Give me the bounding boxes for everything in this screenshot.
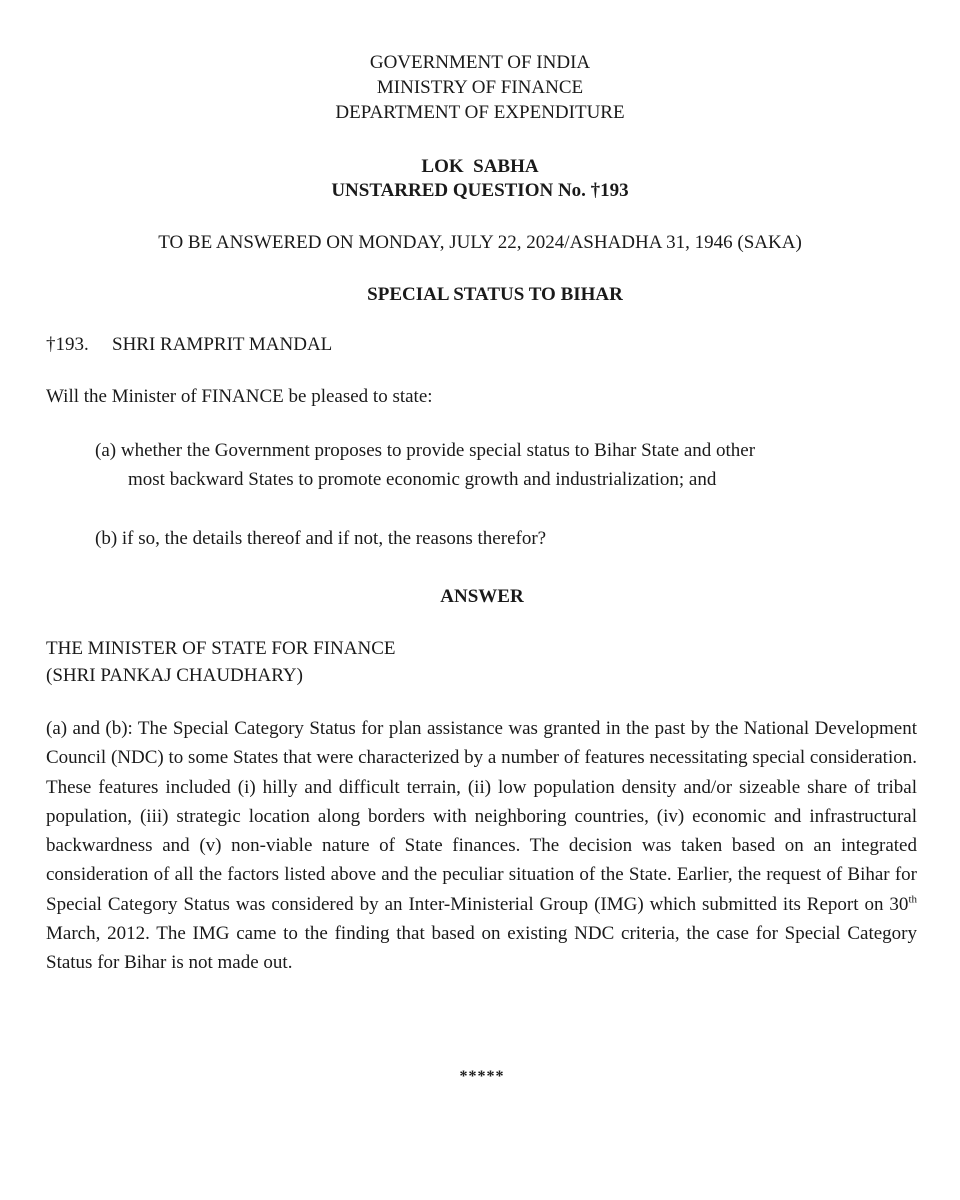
member-name: SHRI RAMPRIT MANDAL — [112, 334, 333, 355]
date-ordinal-suffix: th — [908, 893, 917, 906]
ministry-line: MINISTRY OF FINANCE — [376, 77, 584, 98]
question-number: UNSTARRED QUESTION No. †193 — [331, 180, 629, 201]
house-question-block — [0, 155, 960, 203]
question-serial: †193. — [46, 334, 89, 355]
part-a-text-line1: whether the Government proposes to provide special status to Bihar State and other — [120, 440, 756, 461]
answer-heading: ANSWER — [440, 586, 524, 607]
minister-title: THE MINISTER OF STATE FOR FINANCE — [46, 638, 396, 659]
answer-text-part1: (a) and (b): The Special Category Status for plan assistance was granted in the past by the National Development Council (NDC) to some States that were characterized by a number of features necessitating special consideration. These features included (i) hilly and difficult terrain, (ii) low population density and/or sizeable share of tribal population, (iii) strategic location along borders with neighboring countries, (iv) economic and infrastructural backwardness and (v) non-viable nature of State finances. The decision was taken based on an integrated consideration of all the factors listed above and the peculiar situation of the State. Earlier, the request of Bihar for Special Category Status was considered by an Inter-Ministerial Group (IMG) which submitted its Report on 30 — [46, 718, 917, 915]
department-line: DEPARTMENT OF EXPENDITURE — [335, 102, 625, 123]
answer-text-part2: March, 2012. The IMG came to the finding that based on existing NDC criteria, the case for Special Category Status for Bihar is not made out. — [46, 923, 917, 974]
minister-name: (SHRI PANKAJ CHAUDHARY) — [46, 665, 303, 686]
question-part-a — [95, 436, 917, 494]
house-name: LOK SABHA — [421, 156, 539, 177]
answer-paragraph — [46, 714, 917, 978]
end-mark: ***** — [459, 1068, 505, 1085]
answer-date: TO BE ANSWERED ON MONDAY, JULY 22, 2024/ASHADHA 31, 1946 (SAKA) — [158, 232, 802, 253]
part-b-text: if so, the details thereof and if not, the reasons therefor? — [121, 528, 547, 549]
question-intro: Will the Minister of FINANCE be pleased to state: — [46, 386, 433, 407]
letterhead — [0, 50, 960, 125]
government-line: GOVERNMENT OF INDIA — [369, 52, 591, 73]
question-subject: SPECIAL STATUS TO BIHAR — [367, 284, 623, 305]
part-a-text-line2: most backward States to promote economic growth and industrialization; and — [128, 469, 717, 490]
question-part-b — [95, 524, 917, 553]
member-line — [46, 334, 332, 356]
part-a-tag: (a) — [95, 440, 117, 461]
minister-block — [46, 635, 395, 689]
part-b-tag: (b) — [95, 528, 118, 549]
